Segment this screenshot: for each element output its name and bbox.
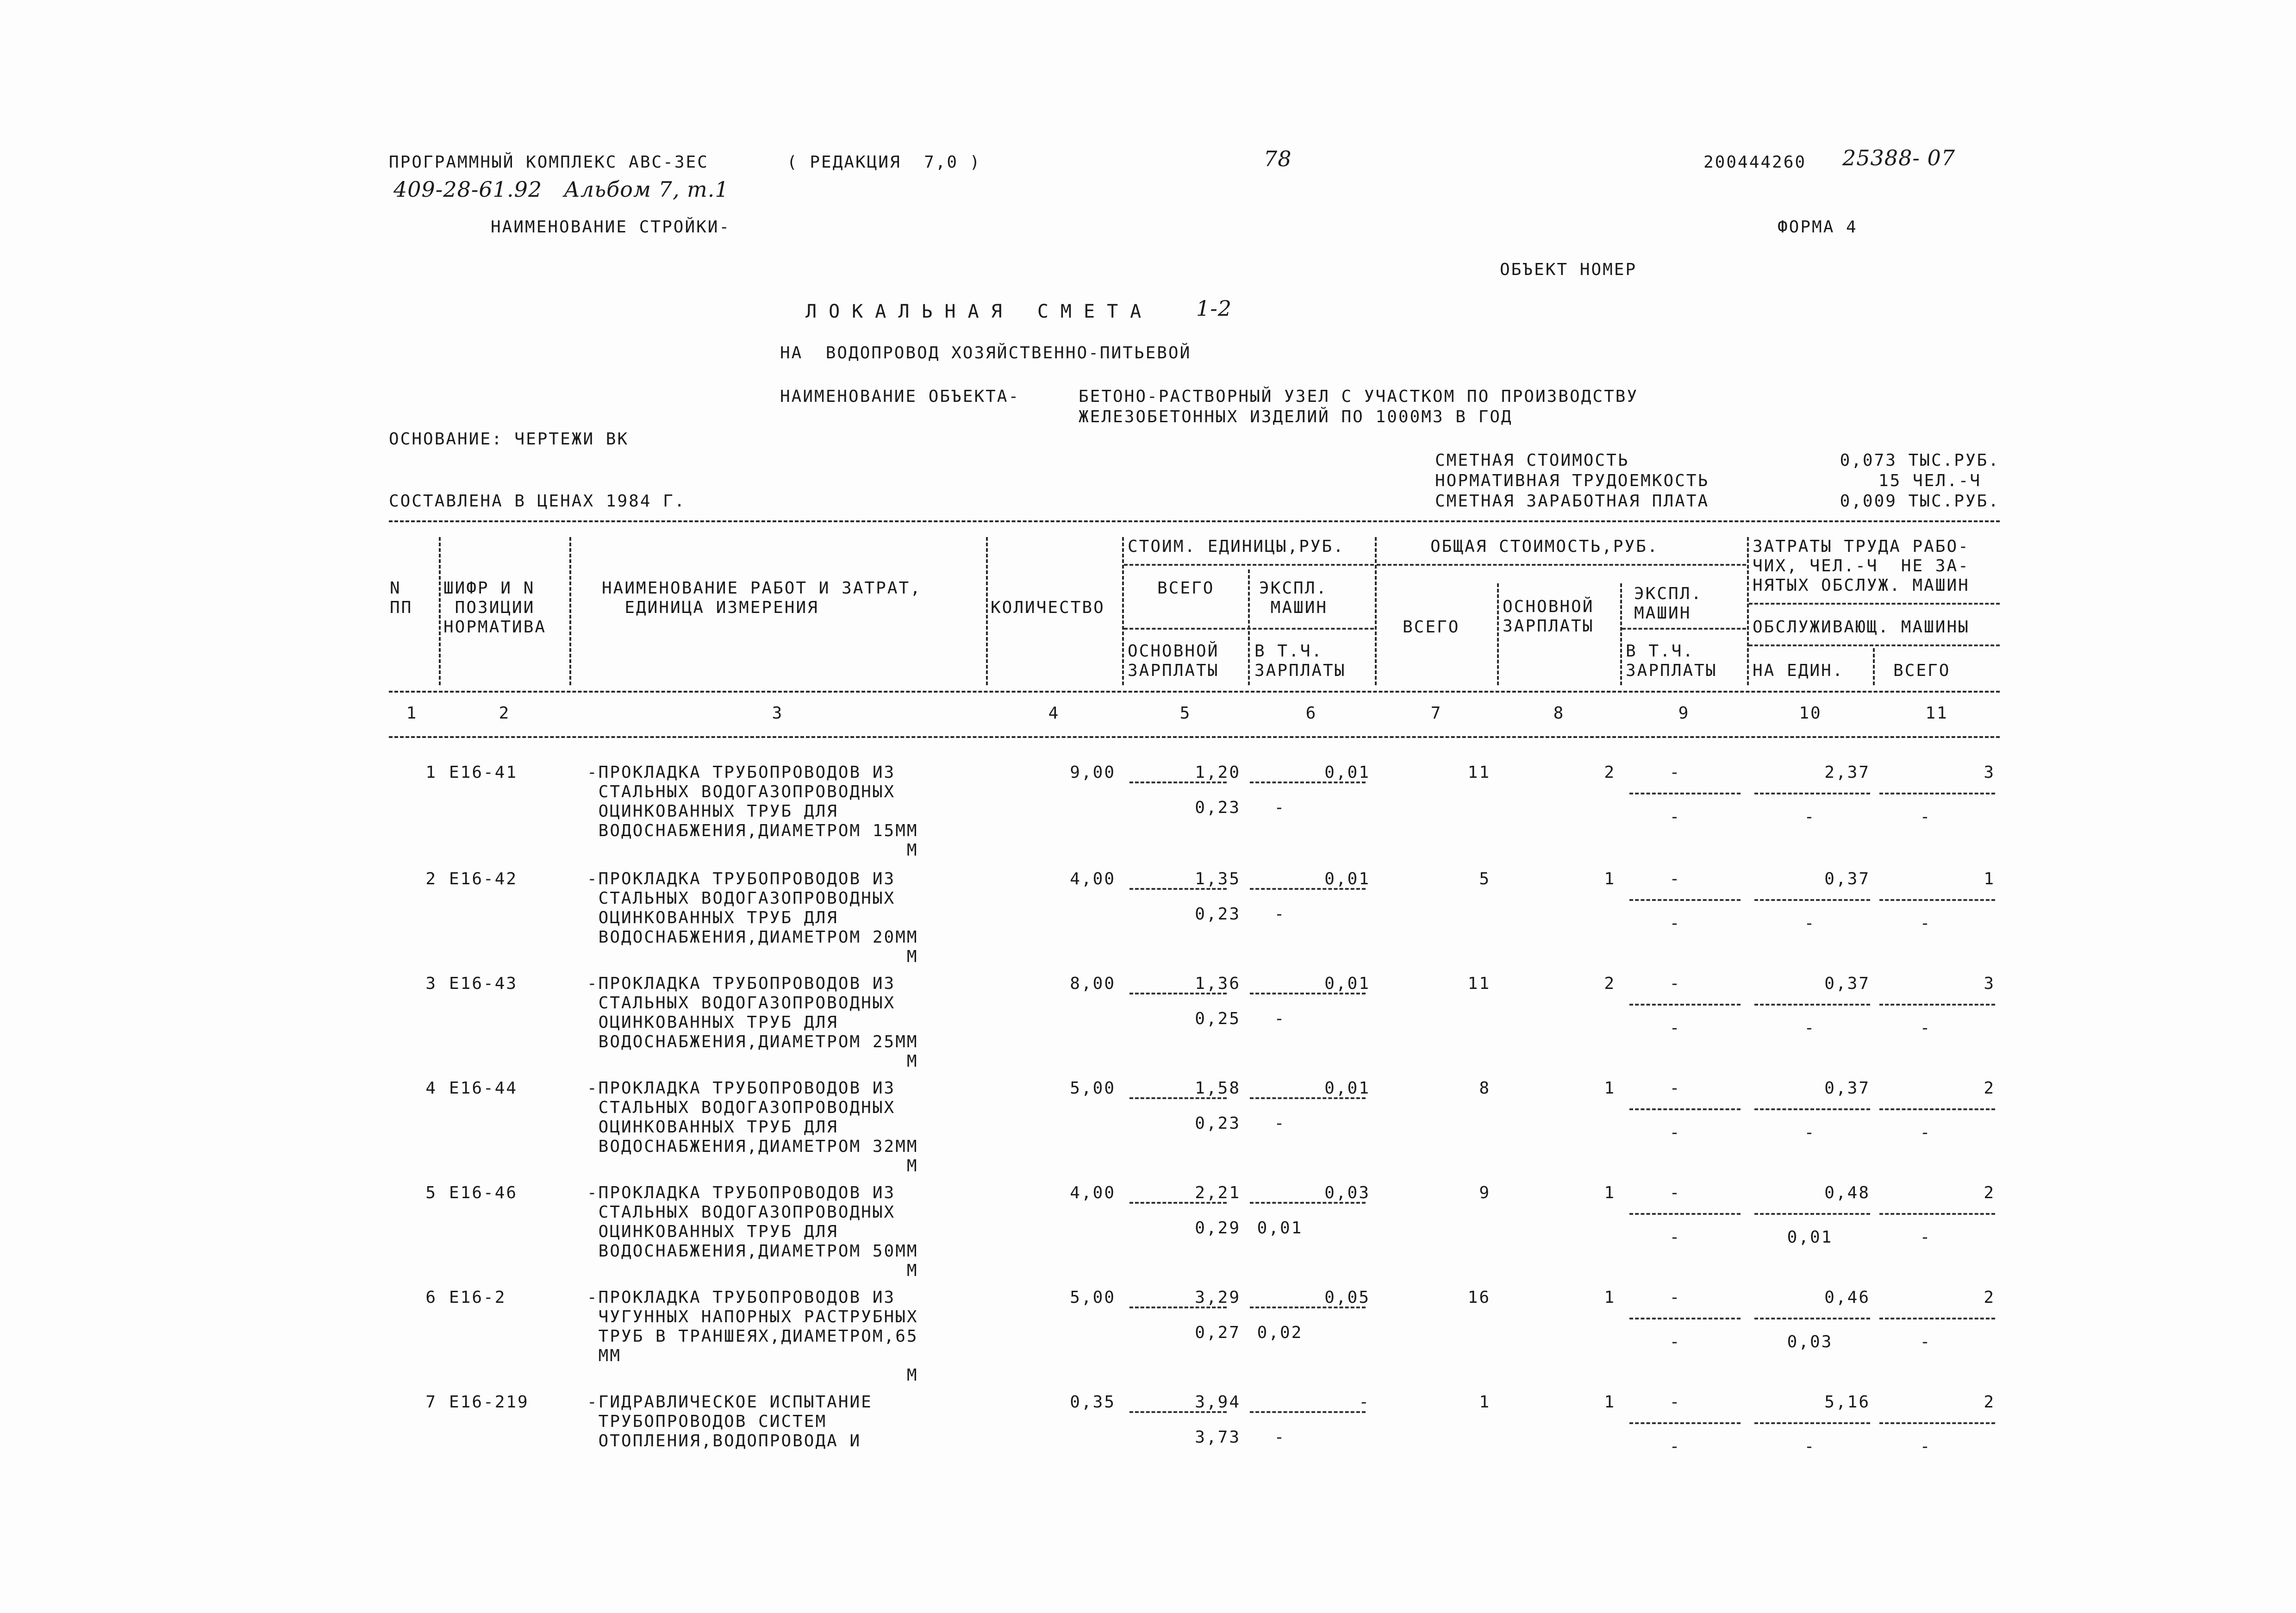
col-header-quantity: КОЛИЧЕСТВО <box>991 598 1105 617</box>
cell-divider <box>1879 1108 1995 1110</box>
cell-c7: 16 <box>1467 1288 1491 1307</box>
cell-n: 7 <box>425 1393 437 1412</box>
cell-divider <box>1629 1213 1741 1215</box>
cell-divider <box>1129 1307 1227 1308</box>
summary-value-cost: 0,073 ТЫС.РУБ. <box>1840 451 2000 470</box>
summary-label-labor: НОРМАТИВНАЯ ТРУДОЕМКОСТЬ <box>1435 471 1710 490</box>
cell-c9: - <box>1669 763 1681 782</box>
cell-code: Е16-42 <box>449 869 518 888</box>
cell-divider <box>1629 1004 1741 1006</box>
cell-code: Е16-46 <box>449 1183 518 1202</box>
col-sep-5 <box>1248 569 1250 685</box>
summary-value-wage: 0,009 ТЫС.РУБ. <box>1840 492 2000 511</box>
cell-c5: 3,29 <box>1195 1288 1241 1307</box>
cell-c5b: 3,73 <box>1195 1428 1241 1447</box>
cell-c10: 0,37 <box>1824 869 1870 888</box>
cell-divider <box>1754 1108 1870 1110</box>
col-sep-9 <box>1747 537 1749 685</box>
cell-c6b: - <box>1274 1009 1286 1028</box>
cell-divider <box>1754 1213 1870 1215</box>
machine-sub-rule <box>1622 628 1746 630</box>
cell-c10: 0,48 <box>1824 1183 1870 1202</box>
cell-c5b: 0,29 <box>1195 1219 1241 1238</box>
cell-c10b: - <box>1804 1123 1816 1142</box>
cell-divider <box>1879 1422 1995 1424</box>
cell-c9b: - <box>1669 1123 1681 1142</box>
col-header-unit-wage: ОСНОВНОЙ ЗАРПЛАТЫ <box>1128 642 1219 680</box>
cell-c6b: - <box>1274 905 1286 924</box>
cell-c11: 2 <box>1984 1079 1995 1098</box>
col-header-total: ВСЕГО <box>1403 618 1460 637</box>
col-sep-7 <box>1497 583 1499 685</box>
form-label: ФОРМА 4 <box>1778 218 1858 237</box>
numbers-bottom-rule <box>389 736 2000 738</box>
col-sep-2 <box>569 537 571 685</box>
cell-qty: 9,00 <box>1070 763 1116 782</box>
cell-divider <box>1754 899 1870 901</box>
cell-name: -ГИДРАВЛИЧЕСКОЕ ИСПЫТАНИЕ ТРУБОПРОВОДОВ СИСТЕМ ОТОПЛЕНИЯ,ВОДОПРОВОДА И <box>587 1393 873 1450</box>
col-number: 6 <box>1305 704 1317 723</box>
cell-n: 6 <box>425 1288 437 1307</box>
cell-n: 3 <box>425 974 437 993</box>
estimate-number: 1-2 <box>1196 296 1232 321</box>
construction-label: НАИМЕНОВАНИЕ СТРОЙКИ- <box>491 218 731 237</box>
col-header-labor: ЗАТРАТЫ ТРУДА РАБО- ЧИХ, ЧЕЛ.-Ч НЕ ЗА- НЯТЫХ ОБСЛУЖ. МАШИН <box>1753 537 1970 595</box>
cell-c5b: 0,27 <box>1195 1323 1241 1342</box>
cell-c10: 0,46 <box>1824 1288 1870 1307</box>
summary-value-labor: 15 ЧЕЛ.-Ч <box>1878 471 1981 490</box>
col-sep-4 <box>1122 537 1124 685</box>
object-name-line2: ЖЕЛЕЗОБЕТОННЫХ ИЗДЕЛИЙ ПО 1000М3 В ГОД <box>1079 407 1513 426</box>
cell-divider <box>1250 1307 1366 1308</box>
col-header-unit-machines: ЭКСПЛ. МАШИН <box>1259 579 1328 617</box>
col-header-total-machine-wage: В Т.Ч. ЗАРПЛАТЫ <box>1626 642 1717 680</box>
cell-code: Е16-44 <box>449 1079 518 1098</box>
program-name: ПРОГРАММНЫЙ КОМПЛЕКС АВС-3ЕС <box>389 153 709 172</box>
cell-divider <box>1754 1004 1870 1006</box>
cell-c11b: - <box>1920 1019 1932 1038</box>
cell-c5: 2,21 <box>1195 1183 1241 1202</box>
cell-divider <box>1629 1422 1741 1424</box>
cell-qty: 0,35 <box>1070 1393 1116 1412</box>
labor-sub-rule <box>1749 644 2000 646</box>
object-number-label: ОБЪЕКТ НОМЕР <box>1500 260 1637 279</box>
handwritten-album: 409-28-61.92 Альбом 7, т.1 <box>393 177 729 202</box>
cell-divider <box>1879 1004 1995 1006</box>
col-number: 7 <box>1430 704 1442 723</box>
col-number: 3 <box>772 704 784 723</box>
cell-n: 1 <box>425 763 437 782</box>
cell-c5: 1,58 <box>1195 1079 1241 1098</box>
document-title: ЛОКАЛЬНАЯ СМЕТА <box>805 301 1154 322</box>
cell-divider <box>1629 793 1741 794</box>
cell-c6b: 0,02 <box>1257 1323 1303 1342</box>
cell-c5: 1,36 <box>1195 974 1241 993</box>
edition: ( РЕДАКЦИЯ 7,0 ) <box>787 153 981 172</box>
col-header-code: ШИФР И N ПОЗИЦИИ НОРМАТИВА <box>443 579 547 637</box>
cell-divider <box>1129 888 1227 890</box>
cell-divider <box>1129 781 1227 783</box>
cell-divider <box>1129 1097 1227 1099</box>
cell-c9b: - <box>1669 1437 1681 1456</box>
cell-c10b: - <box>1804 914 1816 933</box>
cell-c9: - <box>1669 869 1681 888</box>
cell-c8: 1 <box>1604 1288 1616 1307</box>
cell-c9b: - <box>1669 914 1681 933</box>
cell-name: -ПРОКЛАДКА ТРУБОПРОВОДОВ ИЗ СТАЛЬНЫХ ВОДОГАЗОПРОВОДНЫХ ОЦИНКОВАННЫХ ТРУБ ДЛЯ ВОДОСНАБЖЕНИЯ,ДИАМЕТРОМ 25ММ М <box>587 974 918 1071</box>
cell-c5b: 0,23 <box>1195 798 1241 817</box>
cell-name: -ПРОКЛАДКА ТРУБОПРОВОДОВ ИЗ СТАЛЬНЫХ ВОДОГАЗОПРОВОДНЫХ ОЦИНКОВАННЫХ ТРУБ ДЛЯ ВОДОСНАБЖЕНИЯ,ДИАМЕТРОМ 50ММ М <box>587 1183 918 1280</box>
cell-c11: 3 <box>1984 763 1995 782</box>
col-number: 2 <box>499 704 511 723</box>
cell-divider <box>1754 793 1870 794</box>
cell-code: Е16-2 <box>449 1288 506 1307</box>
cell-c11: 3 <box>1984 974 1995 993</box>
cell-c6: 0,01 <box>1324 974 1370 993</box>
cell-c6b: - <box>1274 798 1286 817</box>
cell-c5: 3,94 <box>1195 1393 1241 1412</box>
cell-c9: - <box>1669 1288 1681 1307</box>
cell-c10b: - <box>1804 807 1816 826</box>
cell-c11b: - <box>1920 1228 1932 1247</box>
col-sep-3 <box>986 537 988 685</box>
cell-c7: 11 <box>1467 974 1491 993</box>
unit-cost-sub-rule <box>1124 628 1374 630</box>
cell-divider <box>1879 1318 1995 1319</box>
cell-c10: 0,37 <box>1824 1079 1870 1098</box>
cell-divider <box>1250 1202 1366 1204</box>
cell-divider <box>1754 1422 1870 1424</box>
cell-qty: 5,00 <box>1070 1079 1116 1098</box>
object-label: НАИМЕНОВАНИЕ ОБЪЕКТА- <box>780 387 1020 406</box>
col-sep-10 <box>1873 648 1875 685</box>
cell-qty: 5,00 <box>1070 1288 1116 1307</box>
cell-c10b: - <box>1804 1019 1816 1038</box>
cell-qty: 8,00 <box>1070 974 1116 993</box>
header-top-rule <box>389 520 2000 522</box>
cell-name: -ПРОКЛАДКА ТРУБОПРОВОДОВ ИЗ СТАЛЬНЫХ ВОДОГАЗОПРОВОДНЫХ ОЦИНКОВАННЫХ ТРУБ ДЛЯ ВОДОСНАБЖЕНИЯ,ДИАМЕТРОМ 20ММ М <box>587 869 918 966</box>
cell-c11: 1 <box>1984 869 1995 888</box>
cell-qty: 4,00 <box>1070 869 1116 888</box>
cell-c7: 8 <box>1479 1079 1491 1098</box>
cell-c11: 2 <box>1984 1288 1995 1307</box>
cell-divider <box>1250 993 1366 994</box>
summary-label-wage: СМЕТНАЯ ЗАРАБОТНАЯ ПЛАТА <box>1435 492 1710 511</box>
cell-c6b: 0,01 <box>1257 1219 1303 1238</box>
col-number: 1 <box>406 704 418 723</box>
col-header-unit-machine-wage: В Т.Ч. ЗАРПЛАТЫ <box>1254 642 1346 680</box>
col-number: 11 <box>1925 704 1948 723</box>
cell-c11: 2 <box>1984 1183 1995 1202</box>
col-sep-8 <box>1620 583 1622 685</box>
cell-divider <box>1129 1202 1227 1204</box>
cell-c9: - <box>1669 974 1681 993</box>
col-header-labor-total: ВСЕГО <box>1893 661 1951 680</box>
cell-c11b: - <box>1920 1123 1932 1142</box>
basis-label: ОСНОВАНИЕ: ЧЕРТЕЖИ ВК <box>389 430 629 449</box>
cell-name: -ПРОКЛАДКА ТРУБОПРОВОДОВ ИЗ ЧУГУННЫХ НАПОРНЫХ РАСТРУБНЫХ ТРУБ В ТРАНШЕЯХ,ДИАМЕТРОМ,65 ММ М <box>587 1288 918 1385</box>
cell-c10b: 0,01 <box>1787 1228 1833 1247</box>
cell-c5b: 0,25 <box>1195 1009 1241 1028</box>
cell-divider <box>1754 1318 1870 1319</box>
cell-code: Е16-219 <box>449 1393 529 1412</box>
total-cost-rule <box>1377 564 1746 566</box>
cell-c11: 2 <box>1984 1393 1995 1412</box>
cell-c5: 1,35 <box>1195 869 1241 888</box>
col-header-number: N ПП <box>390 579 413 617</box>
cell-c5: 1,20 <box>1195 763 1241 782</box>
cell-divider <box>1879 899 1995 901</box>
cell-c9b: - <box>1669 1228 1681 1247</box>
cell-c8: 1 <box>1604 869 1616 888</box>
cell-c8: 2 <box>1604 974 1616 993</box>
cell-c5b: 0,23 <box>1195 1114 1241 1133</box>
cell-name: -ПРОКЛАДКА ТРУБОПРОВОДОВ ИЗ СТАЛЬНЫХ ВОДОГАЗОПРОВОДНЫХ ОЦИНКОВАННЫХ ТРУБ ДЛЯ ВОДОСНАБЖЕНИЯ,ДИАМЕТРОМ 15ММ М <box>587 763 918 860</box>
col-header-total-cost: ОБЩАЯ СТОИМОСТЬ,РУБ. <box>1430 537 1659 556</box>
cell-divider <box>1629 1108 1741 1110</box>
handwritten-code: 25388- 07 <box>1842 145 1956 170</box>
cell-c7: 11 <box>1467 763 1491 782</box>
cell-divider <box>1629 899 1741 901</box>
cell-c6b: - <box>1274 1114 1286 1133</box>
cell-c9: - <box>1669 1393 1681 1412</box>
col-header-per-unit: НА ЕДИН. <box>1753 661 1844 680</box>
object-name-line1: БЕТОНО-РАСТВОРНЫЙ УЗЕЛ С УЧАСТКОМ ПО ПРОИЗВОДСТВУ <box>1079 387 1639 406</box>
col-number: 8 <box>1553 704 1565 723</box>
cell-c6: 0,01 <box>1324 763 1370 782</box>
cell-c9b: - <box>1669 807 1681 826</box>
header-bottom-rule <box>389 691 2000 693</box>
cell-c8: 1 <box>1604 1079 1616 1098</box>
cell-name: -ПРОКЛАДКА ТРУБОПРОВОДОВ ИЗ СТАЛЬНЫХ ВОДОГАЗОПРОВОДНЫХ ОЦИНКОВАННЫХ ТРУБ ДЛЯ ВОДОСНАБЖЕНИЯ,ДИАМЕТРОМ 32ММ М <box>587 1079 918 1175</box>
cell-divider <box>1629 1318 1741 1319</box>
cell-c9: - <box>1669 1079 1681 1098</box>
cell-divider <box>1129 1411 1227 1413</box>
col-sep-6 <box>1375 537 1377 685</box>
cell-c10: 0,37 <box>1824 974 1870 993</box>
estimate-subject: НА ВОДОПРОВОД ХОЗЯЙСТВЕННО-ПИТЬЕВОЙ <box>780 344 1192 363</box>
cell-c6: 0,03 <box>1324 1183 1370 1202</box>
col-header-unit-cost: СТОИМ. ЕДИНИЦЫ,РУБ. <box>1128 537 1345 556</box>
summary-label-cost: СМЕТНАЯ СТОИМОСТЬ <box>1435 451 1629 470</box>
cell-c11b: - <box>1920 914 1932 933</box>
cell-c8: 1 <box>1604 1393 1616 1412</box>
col-header-labor-service: ОБСЛУЖИВАЮЩ. МАШИНЫ <box>1753 618 1970 637</box>
cell-divider <box>1250 781 1366 783</box>
cell-n: 4 <box>425 1079 437 1098</box>
labor-rule <box>1749 603 2000 605</box>
cell-c8: 2 <box>1604 763 1616 782</box>
cell-c11b: - <box>1920 1332 1932 1351</box>
col-header-name: НАИМЕНОВАНИЕ РАБОТ И ЗАТРАТ, ЕДИНИЦА ИЗМЕРЕНИЯ <box>602 579 922 617</box>
col-sep-1 <box>439 537 441 685</box>
cell-n: 5 <box>425 1183 437 1202</box>
cell-c6: - <box>1359 1393 1370 1412</box>
cell-c11b: - <box>1920 1437 1932 1456</box>
cell-c6: 0,01 <box>1324 869 1370 888</box>
cell-divider <box>1250 1097 1366 1099</box>
cell-c6b: - <box>1274 1428 1286 1447</box>
col-number: 4 <box>1048 704 1060 723</box>
cell-divider <box>1879 1213 1995 1215</box>
col-header-total-wage: ОСНОВНОЙ ЗАРПЛАТЫ <box>1503 597 1594 636</box>
cell-divider <box>1250 1411 1366 1413</box>
price-basis: СОСТАВЛЕНА В ЦЕНАХ 1984 Г. <box>389 492 686 511</box>
cell-c7: 9 <box>1479 1183 1491 1202</box>
cell-c10b: 0,03 <box>1787 1332 1833 1351</box>
cell-c9b: - <box>1669 1019 1681 1038</box>
document-code: 200444260 <box>1703 153 1807 172</box>
cell-c10: 2,37 <box>1824 763 1870 782</box>
cell-c6: 0,05 <box>1324 1288 1370 1307</box>
cell-c10: 5,16 <box>1824 1393 1870 1412</box>
cell-c7: 5 <box>1479 869 1491 888</box>
cell-c9: - <box>1669 1183 1681 1202</box>
col-header-total-machines: ЭКСПЛ. МАШИН <box>1634 584 1703 623</box>
cell-divider <box>1879 793 1995 794</box>
cell-c10b: - <box>1804 1437 1816 1456</box>
cell-c9b: - <box>1669 1332 1681 1351</box>
cell-c8: 1 <box>1604 1183 1616 1202</box>
cell-code: Е16-41 <box>449 763 518 782</box>
col-number: 5 <box>1179 704 1192 723</box>
cell-n: 2 <box>425 869 437 888</box>
cell-c6: 0,01 <box>1324 1079 1370 1098</box>
col-header-unit-total: ВСЕГО <box>1157 579 1215 598</box>
col-number: 9 <box>1678 704 1690 723</box>
col-number: 10 <box>1799 704 1822 723</box>
unit-cost-rule <box>1124 564 1374 566</box>
page-number: 78 <box>1264 146 1292 171</box>
cell-qty: 4,00 <box>1070 1183 1116 1202</box>
cell-c11b: - <box>1920 807 1932 826</box>
cell-divider <box>1129 993 1227 994</box>
cell-c7: 1 <box>1479 1393 1491 1412</box>
cell-code: Е16-43 <box>449 974 518 993</box>
cell-c5b: 0,23 <box>1195 905 1241 924</box>
cell-divider <box>1250 888 1366 890</box>
